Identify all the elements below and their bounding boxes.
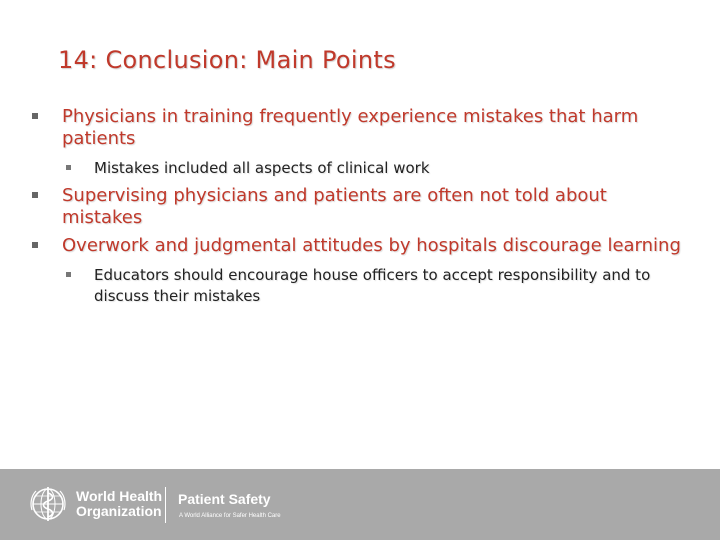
sub-bullet-square-icon <box>66 165 71 170</box>
sub-bullet-text: Mistakes included all aspects of clinical work <box>94 159 430 177</box>
program-tagline: A World Alliance for Safer Health Care <box>179 513 281 519</box>
bullet-square-icon <box>32 113 38 119</box>
bullet-square-icon <box>32 192 38 198</box>
footer-bar <box>0 469 720 540</box>
sub-bullet-item <box>30 265 690 307</box>
bullet-text: Physicians in training frequently experience mistakes that harm patients <box>62 106 639 149</box>
who-wordmark <box>76 489 162 519</box>
sub-bullet-square-icon <box>66 272 71 277</box>
org-name-line1: World Health <box>76 488 163 504</box>
bullet-text: Overwork and judgmental attitudes by hospitals discourage learning <box>62 235 681 256</box>
bullet-item <box>30 185 690 229</box>
bullet-text: Supervising physicians and patients are often not told about mistakes <box>62 185 607 228</box>
bullet-list <box>30 106 690 307</box>
sub-bullet-text: Educators should encourage house officers to accept responsibility and to discuss their mistakes <box>94 266 651 305</box>
org-name-line2: Organization <box>76 503 162 519</box>
bullet-square-icon <box>32 242 38 248</box>
bullet-item <box>30 106 690 150</box>
program-name: Patient Safety <box>178 491 271 507</box>
footer-divider <box>165 487 166 523</box>
who-emblem-icon <box>28 484 68 524</box>
bullet-item <box>30 235 690 257</box>
slide-title: 14: Conclusion: Main Points <box>58 46 396 74</box>
sub-bullet-item <box>30 158 690 179</box>
